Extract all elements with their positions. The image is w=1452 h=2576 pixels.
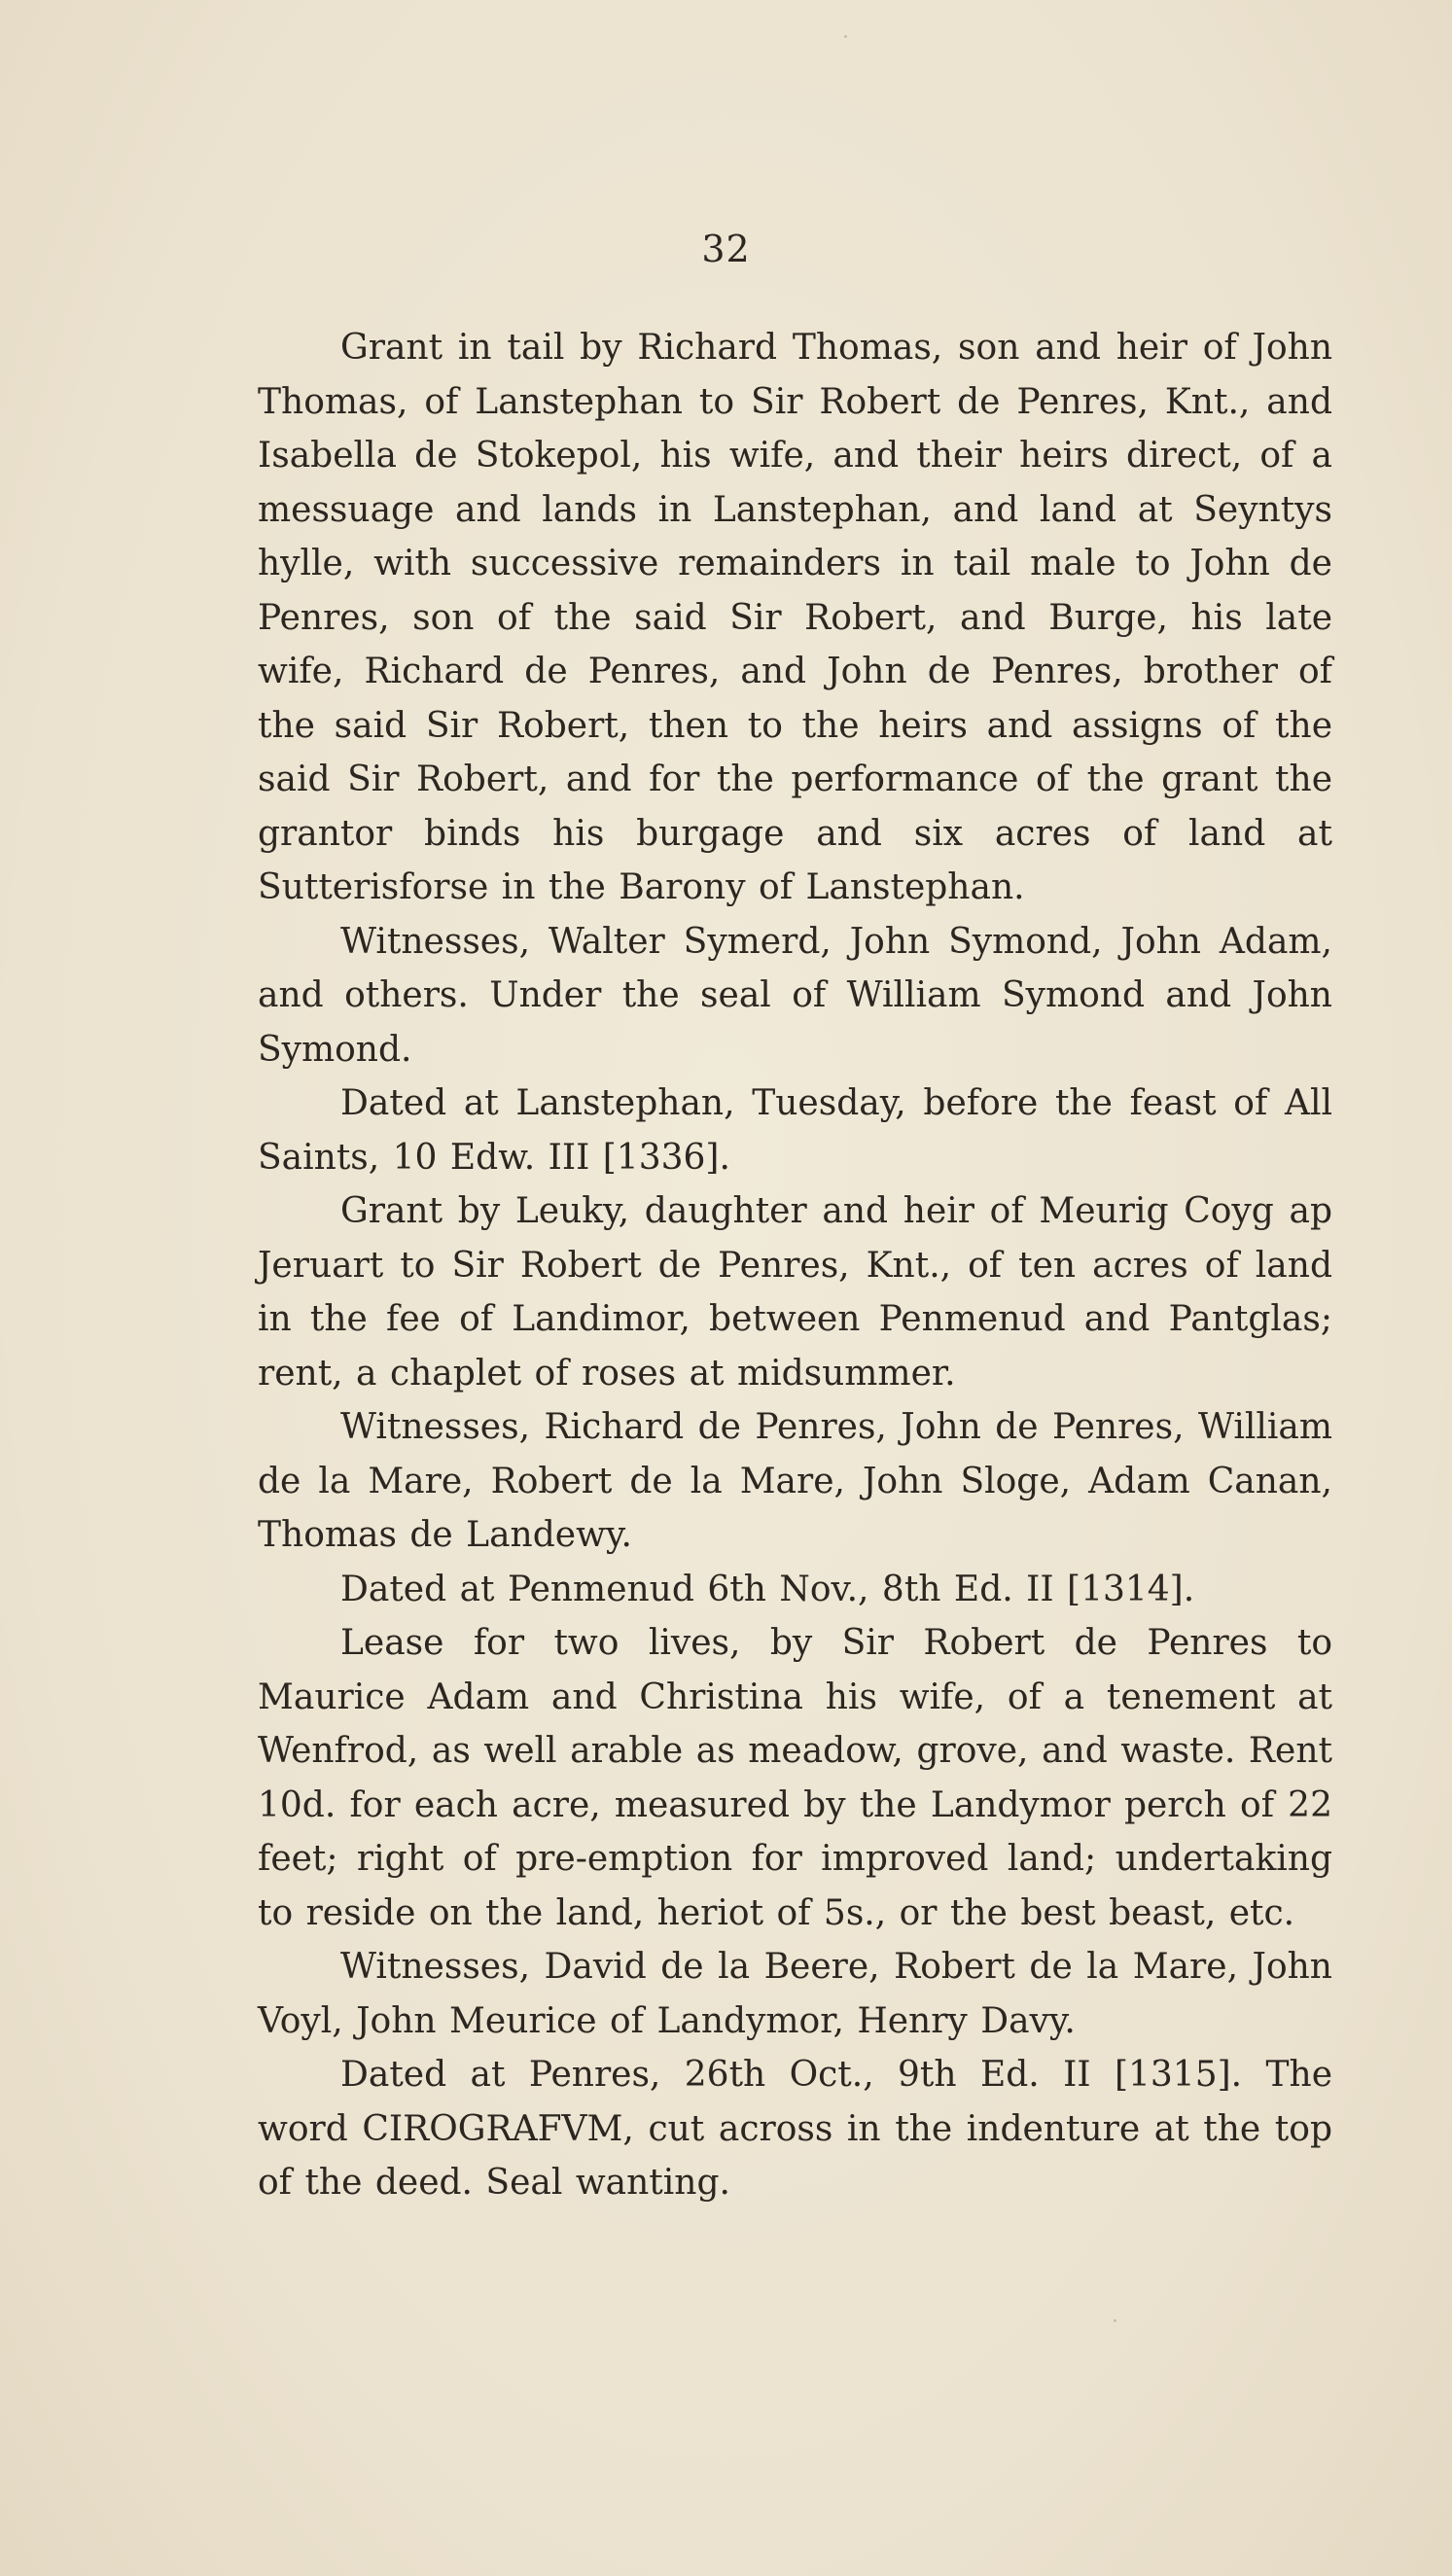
paragraph-witnesses-penres: Witnesses, Richard de Penres, John de Penres, William de la Mare, Robert de la Mare, John Sloge, Adam Canan, Thomas de Landewy. (258, 1407, 1332, 1555)
document-body (258, 321, 1332, 2210)
paper-speck (844, 35, 847, 38)
paragraph-grant-leuky: Grant by Leuky, daughter and heir of Meurig Coyg ap Jeruart to Sir Robert de Penres, Knt., of ten acres of land in the fee of Landimor, between Penmenud and Pantglas; rent, a chaplet of roses at midsummer. (258, 1191, 1332, 1394)
paragraph-grant-thomas: Grant in tail by Richard Thomas, son and heir of John Thomas, of Lanstephan to Sir Robert de Penres, Knt., and Isabella de Stokepol, his wife, and their heirs direct, of a messuage and lands in Lanstephan, and land at Seyntys hylle, with successive remainders in tail male to John de Penres, son of the said Sir Robert, and Burge, his late wife, Richard de Penres, and John de Penres, brother of the said Sir Robert, then to the heirs and assigns of the said Sir Robert, and for the performance of the grant the grantor binds his burgage and six acres of land at Sutterisforse in the Barony of Lanstephan. (258, 328, 1332, 907)
paragraph-lease-two-lives: Lease for two lives, by Sir Robert de Penres to Maurice Adam and Christina his wife, of a tenement at Wenfrod, as well arable as meadow, grove, and waste. Rent 10d. for each acre, measured by the Landymor perch of 22 feet; right of pre-emption for improved land; undertaking to reside on the land, heriot of 5s., or the best beast, etc. (258, 1623, 1332, 1933)
paper-speck (1114, 2319, 1116, 2322)
paragraph-witnesses-beere: Witnesses, David de la Beere, Robert de la Mare, John Voyl, John Meurice of Landymor, Henry Davy. (258, 1947, 1332, 2041)
paragraph-dated-penmenud: Dated at Penmenud 6th Nov., 8th Ed. II [1314]. (340, 1569, 1195, 1609)
paragraph-dated-penres: Dated at Penres, 26th Oct., 9th Ed. II [1315]. The word CIROGRAFVM, cut across in the indenture at the top of the deed. Seal wanting. (258, 2055, 1332, 2203)
paragraph-witnesses-symerd: Witnesses, Walter Symerd, John Symond, John Adam, and others. Under the seal of William Symond and John Symond. (258, 921, 1332, 1070)
page-number: 32 (701, 228, 751, 270)
paragraph-dated-lanstephan: Dated at Lanstephan, Tuesday, before the feast of All Saints, 10 Edw. III [1336]. (258, 1083, 1332, 1178)
